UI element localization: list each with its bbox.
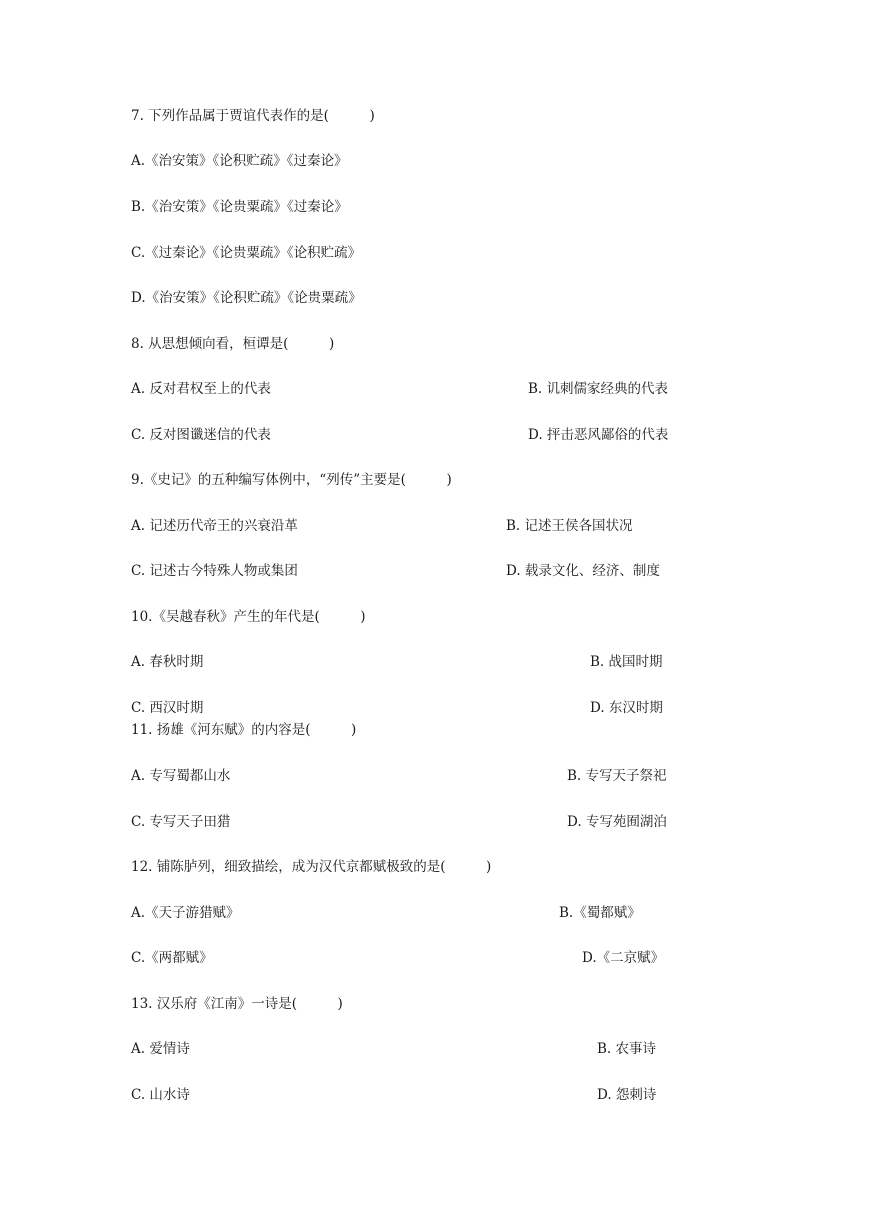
question-7-stem: 7. 下列作品属于贾谊代表作的是( )	[131, 108, 375, 124]
question-10-option-b: B. 战国时期	[590, 654, 663, 670]
question-7-option-a: A.《治安策》《论积贮疏》《过秦论》	[131, 153, 348, 169]
question-8-option-d: D. 抨击恶风鄙俗的代表	[528, 427, 669, 443]
question-9-stem: 9.《史记》的五种编写体例中，“列传”主要是( )	[131, 472, 452, 488]
question-12-stem: 12. 铺陈胪列，细致描绘，成为汉代京都赋极致的是( )	[131, 859, 492, 875]
question-13-stem: 13. 汉乐府《江南》一诗是( )	[131, 996, 343, 1012]
question-9-option-d: D. 载录文化、经济、制度	[506, 563, 660, 579]
question-10-option-c: C. 西汉时期	[131, 700, 204, 716]
question-9-option-a: A. 记述历代帝王的兴衰沿革	[131, 518, 298, 534]
question-11-option-a: A. 专写蜀都山水	[131, 768, 231, 784]
question-11-option-b: B. 专写天子祭祀	[567, 768, 667, 784]
question-12-option-b: B.《蜀都赋》	[559, 905, 641, 921]
question-13-option-a: A. 爱情诗	[131, 1041, 190, 1057]
question-9-option-b: B. 记述王侯各国状况	[506, 518, 633, 534]
question-10-stem: 10.《吴越春秋》产生的年代是( )	[131, 609, 366, 625]
question-12-option-c: C.《两都赋》	[131, 950, 213, 966]
question-7-option-c: C.《过秦论》《论贵粟疏》《论积贮疏》	[131, 245, 362, 261]
question-10-option-a: A. 春秋时期	[131, 654, 204, 670]
question-8-option-b: B. 讥刺儒家经典的代表	[528, 381, 669, 397]
question-7-option-b: B.《治安策》《论贵粟疏》《过秦论》	[131, 199, 348, 215]
question-7-option-d: D.《治安策》《论积贮疏》《论贵粟疏》	[131, 290, 362, 306]
question-8-option-a: A. 反对君权至上的代表	[131, 381, 271, 397]
question-12-option-d: D.《二京赋》	[582, 950, 665, 966]
question-11-stem: 11. 扬雄《河东赋》的内容是( )	[131, 722, 357, 738]
question-11-option-d: D. 专写苑囿湖泊	[567, 814, 667, 830]
question-8-option-c: C. 反对图谶迷信的代表	[131, 427, 271, 443]
question-12-option-a: A.《天子游猎赋》	[131, 905, 240, 921]
question-9-option-c: C. 记述古今特殊人物或集团	[131, 563, 298, 579]
question-13-option-c: C. 山水诗	[131, 1087, 190, 1103]
question-8-stem: 8. 从思想倾向看，桓谭是( )	[131, 336, 335, 352]
question-11-option-c: C. 专写天子田猎	[131, 814, 231, 830]
question-13-option-d: D. 怨刺诗	[597, 1087, 657, 1103]
question-10-option-d: D. 东汉时期	[590, 700, 663, 716]
question-13-option-b: B. 农事诗	[597, 1041, 657, 1057]
